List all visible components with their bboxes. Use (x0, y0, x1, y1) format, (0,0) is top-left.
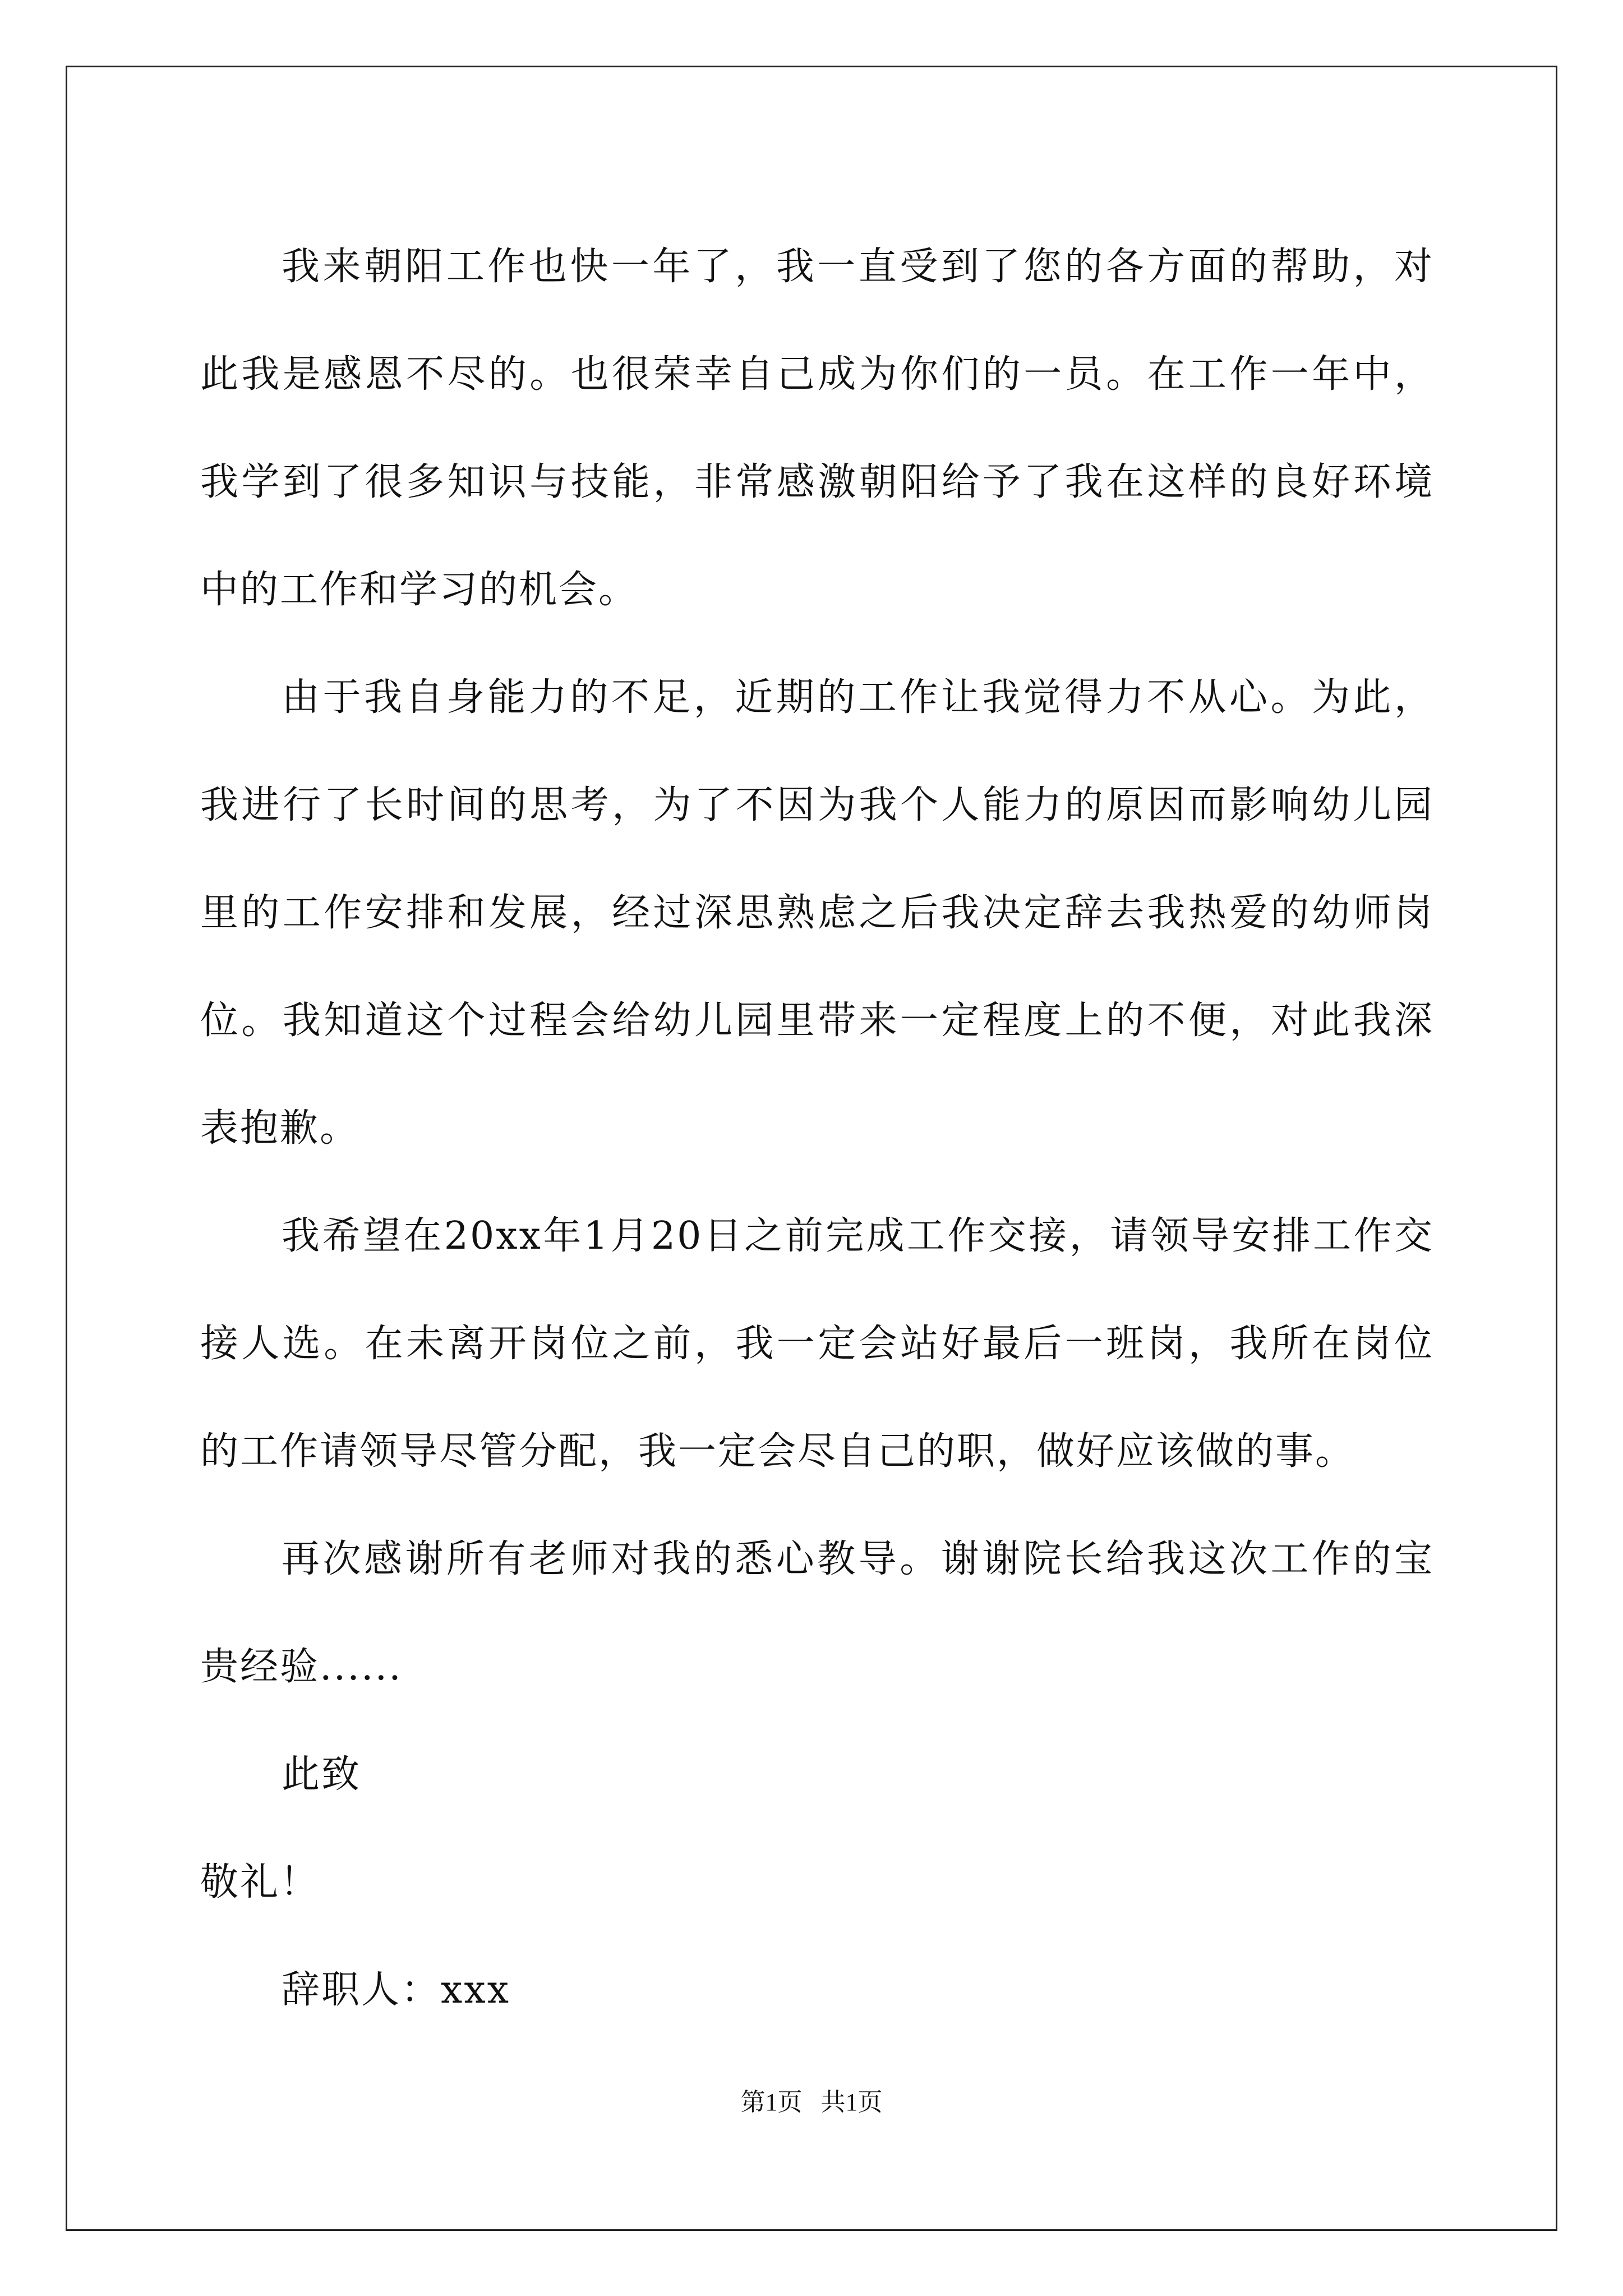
closing-respect: 敬礼！ (200, 1860, 320, 1904)
paragraph-reason: 由于我自身能力的不足，近期的工作让我觉得力不从心。为此，我进行了长时间的思考，为了不因为我个人能力的原因而影响幼儿园里的工作安排和发展，经过深思熟虑之后我决定辞去我热爱的幼师岗位。我知道这个过程会给幼儿园里带来一定程度上的不便，对此我深表抱歉。 (200, 675, 1434, 1151)
paragraph-handover: 我希望在20xx年1月20日之前完成工作交接，请领导安排工作交接人选。在未离开岗位之前，我一定会站好最后一班岗，我所在岗位的工作请领导尽管分配，我一定会尽自己的职，做好应该做的事。 (200, 1214, 1434, 1474)
closing-salutation: 此致 (282, 1752, 362, 1797)
paragraph-thanks: 再次感谢所有老师对我的悉心教导。谢谢院长给我这次工作的宝贵经验...... (200, 1537, 1434, 1689)
letter-body (200, 213, 1434, 2044)
paragraph-gratitude: 我来朝阳工作也快一年了，我一直受到了您的各方面的帮助，对此我是感恩不尽的。也很荣幸自己成为你们的一员。在工作一年中，我学到了很多知识与技能，非常感激朝阳给予了我在这样的良好环境中的工作和学习的机会。 (200, 245, 1434, 612)
page-number-footer: 第1页 共1页 (740, 2088, 883, 2116)
signature: 辞职人：xxx (282, 1968, 511, 2012)
